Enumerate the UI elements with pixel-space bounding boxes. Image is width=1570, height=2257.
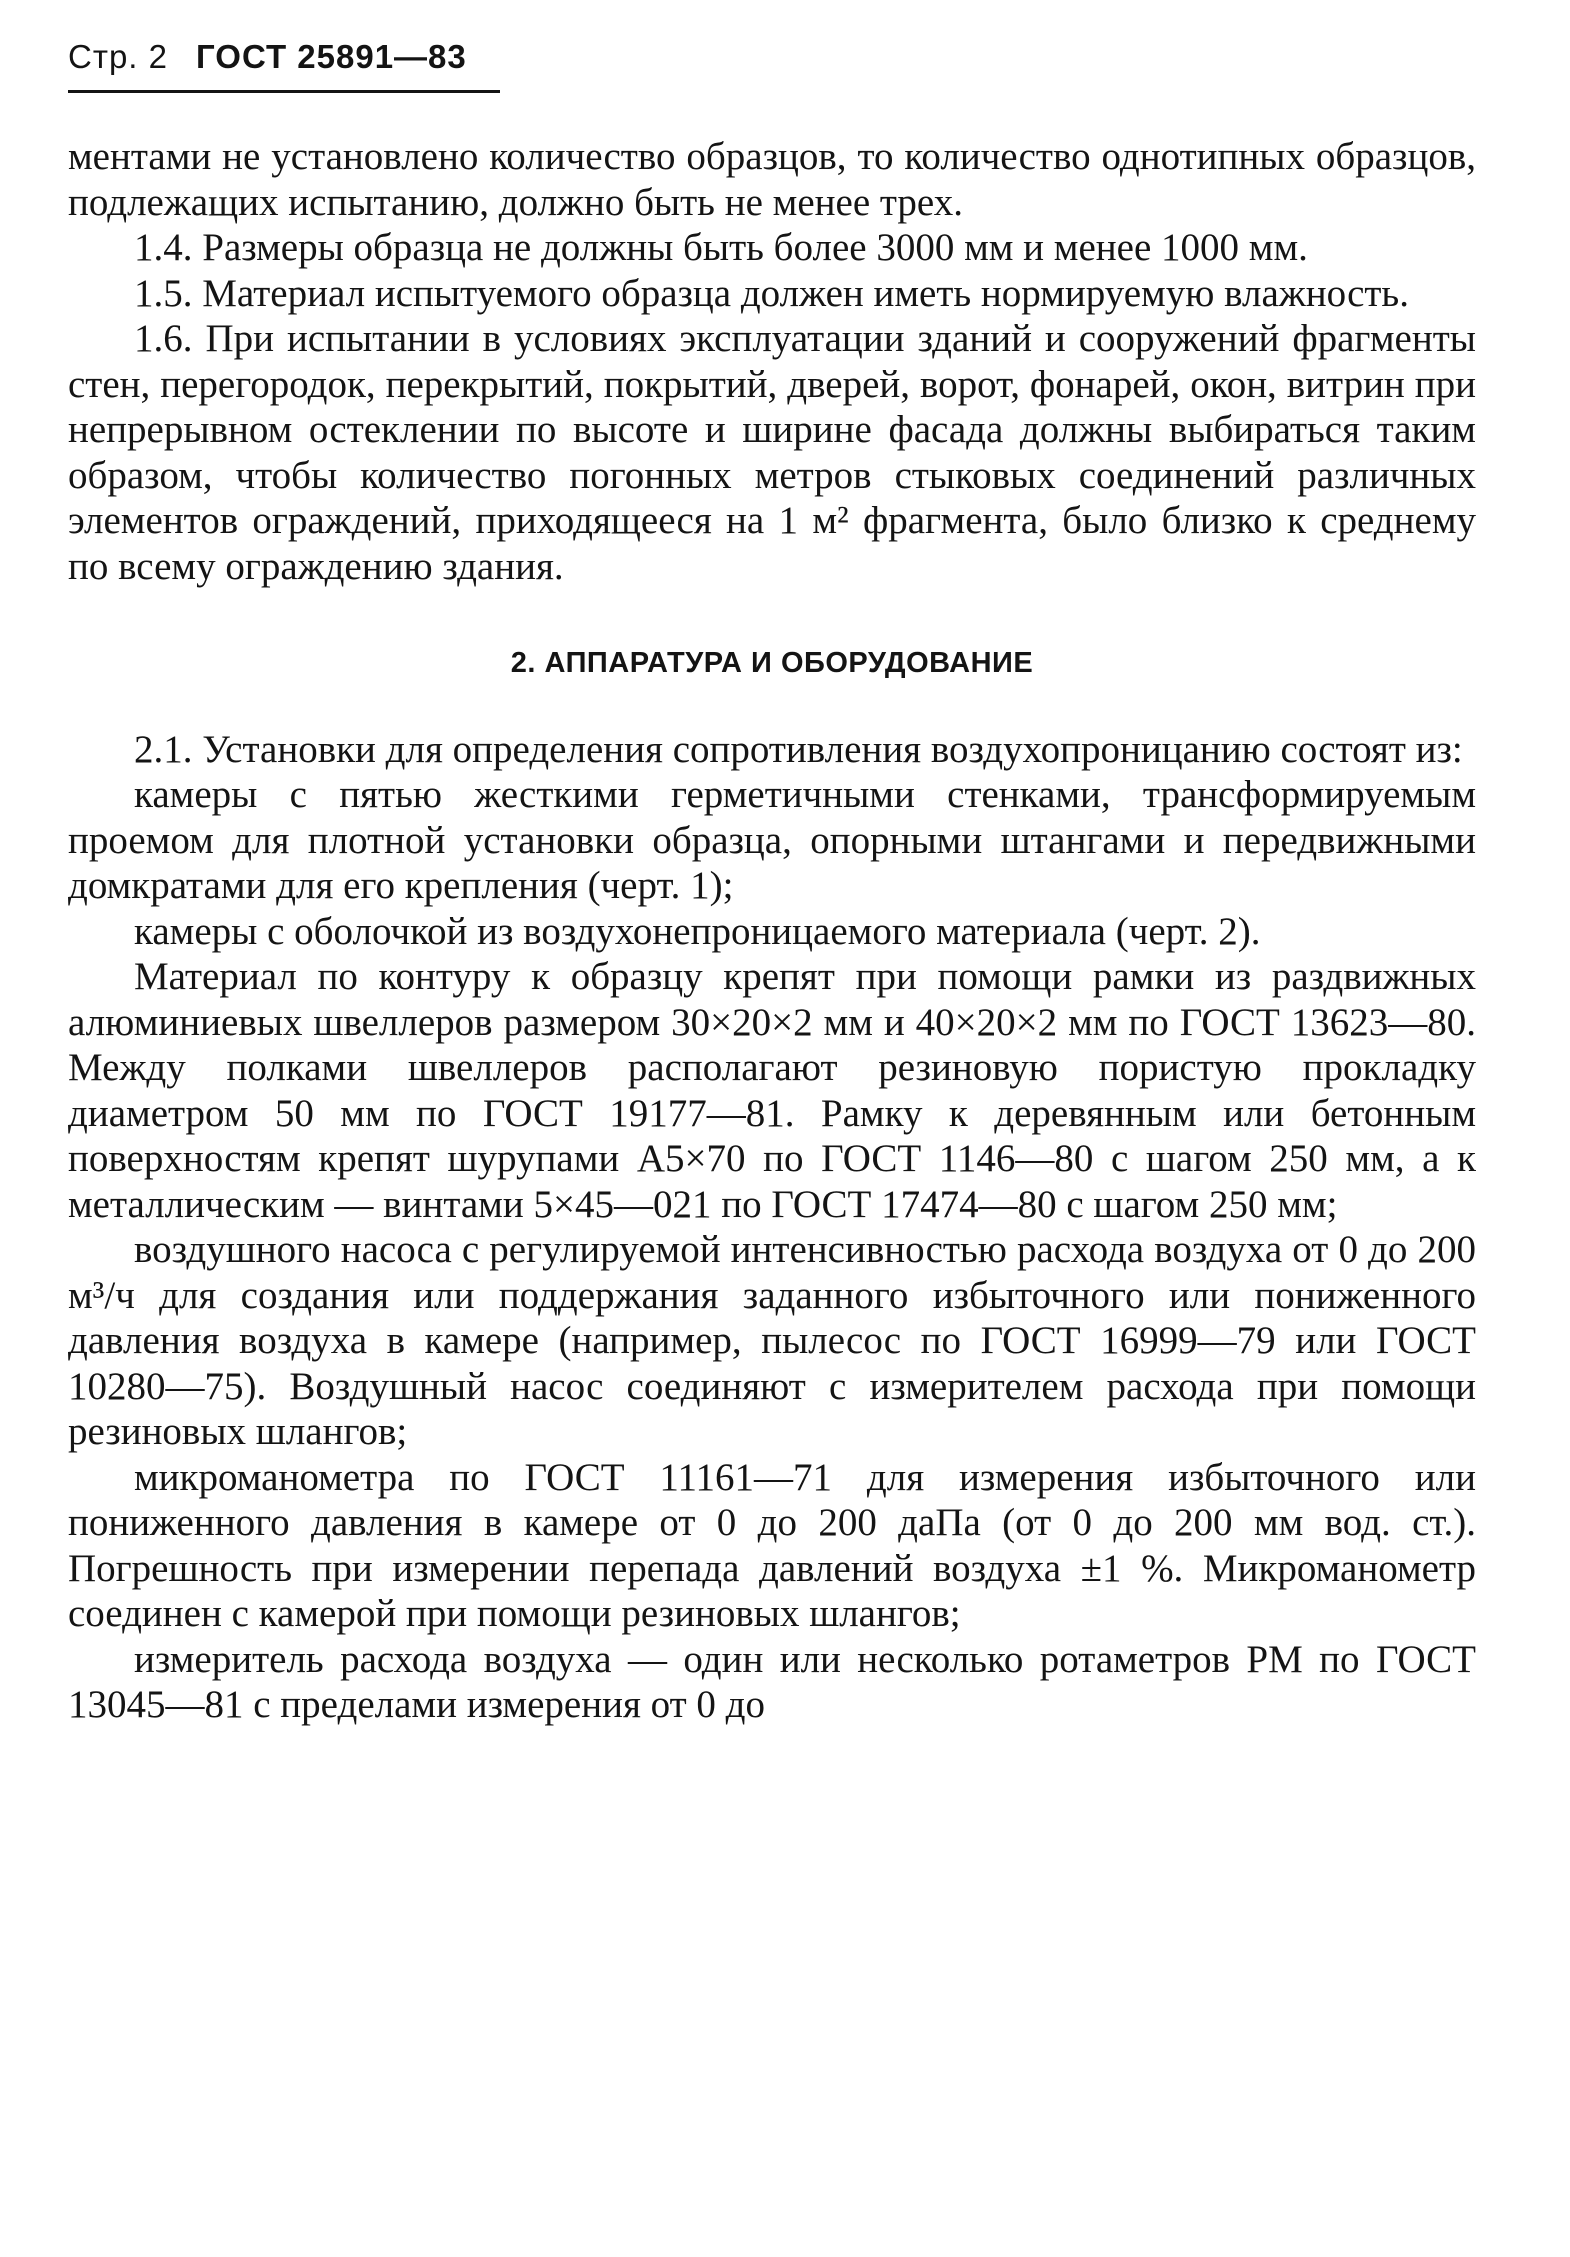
header-rule [68,90,500,93]
list-item-chamber-shell: камеры с оболочкой из воздухонепроницаемого материала (черт. 2). [134,909,1261,953]
list-item-chamber-rigid: камеры с пятью жесткими герметичными стенками, трансформируемым проемом для плотной установки образца, опорными штангами и передвижными домкратами для его крепления (черт. 1); [68,773,1476,907]
section-title: 2. АППАРАТУРА И ОБОРУДОВАНИЕ [510,647,1034,679]
paragraph-material-frame: Материал по контуру к образцу крепят при помощи рамки из раздвижных алюминиевых швеллеров размером 30×20×2 мм и 40×20×2 мм по ГОСТ 13623—80. Между полками швеллеров располагают резиновую пористую прокладку диаметром 50 мм по ГОСТ 19177—81. Рамку к деревянным или бетонным поверхностям крепят шурупами А5×70 по ГОСТ 1146—80 с шагом 250 мм, а к металлическим — винтами 5×45—021 по ГОСТ 17474—80 с шагом 250 мм; [68,955,1476,1226]
page-number: Стр. 2 [68,38,168,75]
list-item-micromanometer: микроманометра по ГОСТ 11161—71 для измерения избыточного или пониженного давления в камере от 0 до 200 даПа (от 0 до 200 мм вод. ст.). Погрешность при измерении перепада давлений воздуха ±1 %. Микроманометр соединен с камерой при помощи резиновых шлангов; [68,1455,1476,1635]
paragraph-1-6: 1.6. При испытании в условиях эксплуатации зданий и сооружений фрагменты стен, перегородок, перекрытий, покрытий, дверей, ворот, фонарей, окон, витрин при непрерывном остеклении по высоте и ширине фасада должны выбираться таким образом, чтобы количество погонных метров стыковых соединений различных элементов ограждений, приходящееся на 1 м² фрагмента, было близко к среднему по всему ограждению здания. [68,317,1476,588]
standard-number: ГОСТ 25891—83 [196,38,467,75]
paragraph-1-4: 1.4. Размеры образца не должны быть более 3000 мм и менее 1000 мм. [134,226,1308,269]
page-header [68,38,467,76]
list-item-flowmeter: измеритель расхода воздуха — один или несколько ротаметров РМ по ГОСТ 13045—81 с пределами измерения от 0 до [68,1637,1476,1726]
list-item-air-pump: воздушного насоса с регулируемой интенсивностью расхода воздуха от 0 до 200 м³/ч для создания или поддержания заданного избыточного или пониженного давления воздуха в камере (например, пылесос по ГОСТ 16999—79 или ГОСТ 10280—75). Воздушный насос соединяют с измерителем расхода при помощи резиновых шлангов; [68,1228,1476,1453]
page-body [68,134,1476,1728]
paragraph-continuation: ментами не установлено количество образцов, то количество однотипных образцов, подлежащих испытанию, должно быть не менее трех. [68,135,1476,224]
paragraph-2-1: 2.1. Установки для определения сопротивления воздухопроницанию состоят из: [134,727,1463,771]
paragraph-1-5: 1.5. Материал испытуемого образца должен иметь нормируемую влажность. [134,271,1409,315]
